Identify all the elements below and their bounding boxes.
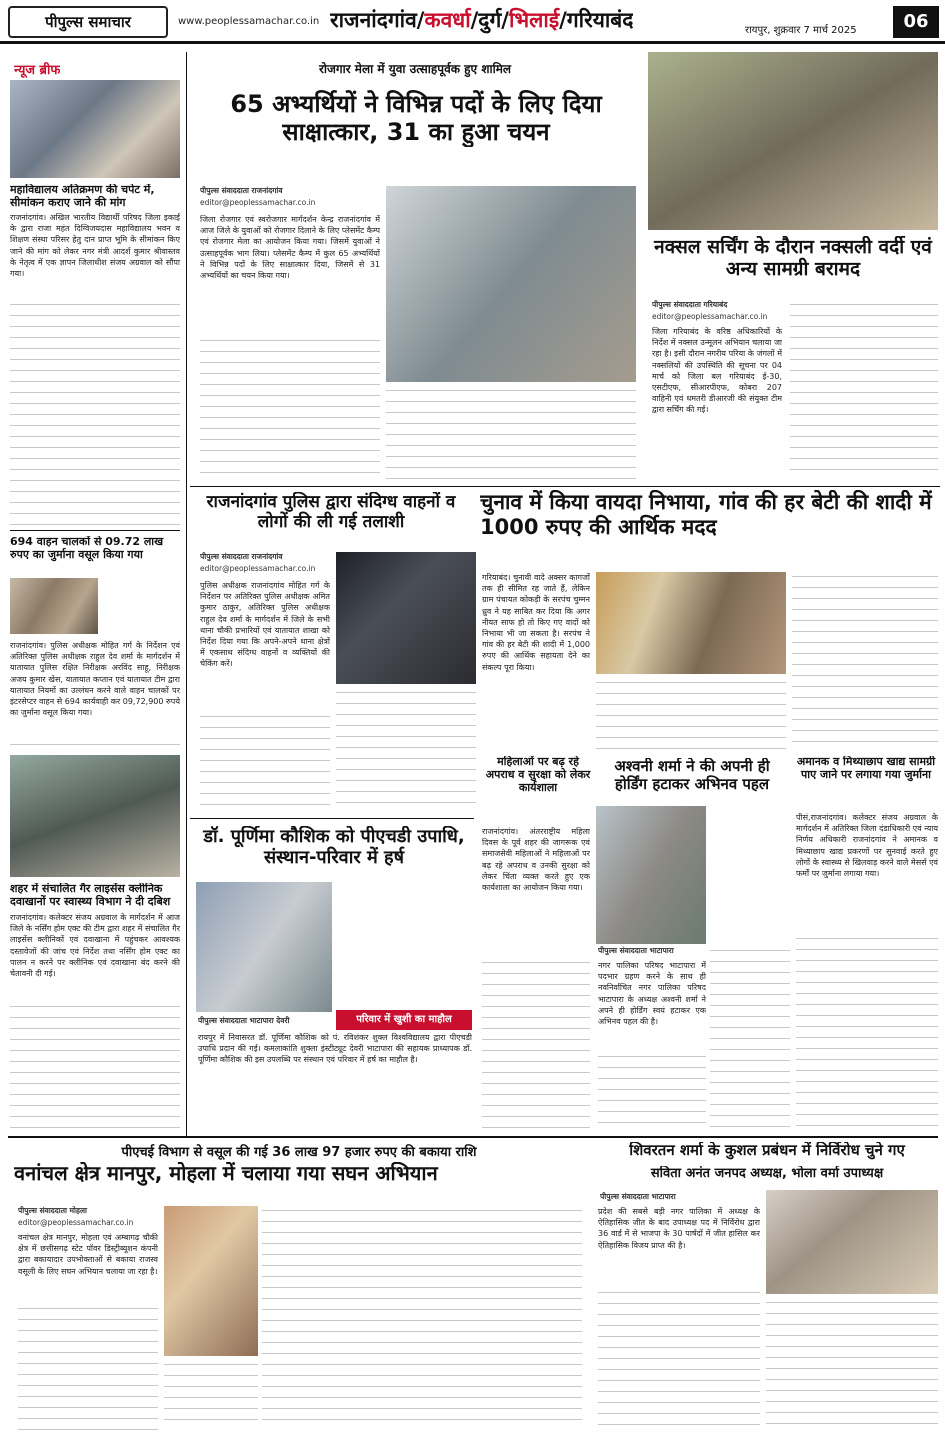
city-5: /गरियाबंद	[559, 8, 634, 32]
left3-body: राजनांदगांव। कलेक्टर संजय अग्रवाल के मार्गदर्शन में आज जिले के नर्सिंग होम एक्ट की टीम द्वारा शहर में संचालित गैर लाइसेंस क्लीनिकों एवं दवाखाना में पहुंचकर आवश्यक दस्तावेजों की जांच एवं निर्देश तथा नर्सिंग होम एक्ट का पालन न करने पर क्लीनिक एवं दवाखाना बंद करने की चेतावनी दी गई।	[10, 913, 180, 979]
power-text-filler-3	[262, 1206, 582, 1430]
promise-body: गरियाबंद। चुनावी वादे अक्सर कागजों तक ही सीमित रह जाते हैं, लेकिन ग्राम पंचायत कोकड़ी के सरपंच चुम्मन ध्रुव ने यह साबित कर दिया कि अगर नीयत साफ हो तो किए गए वादों को निभाया भी जा सकता है। सरपंच ने गांव की हर बेटी की शादी में 1,000 रुपए की आर्थिक सहायता देने का संकल्प पूरा किया।	[482, 573, 590, 672]
divider	[190, 486, 940, 487]
food-body: पीसं,राजनांदगांव। कलेक्टर संजय अग्रवाल के मार्गदर्शन में अतिरिक्त जिला दंडाधिकारी एवं न्याय निर्णय अधिकारी राजनांदगांव ने अमानक व मिथ्याछाप खाद्य प्रकरणों पर सुनवाई करते हुए लोगों के स्वास्थ्य से खिलवाड़ करने वाले मेसर्स एवं फर्मों पर जुर्माना लगाया गया।	[796, 813, 938, 879]
promise-headline: चुनाव में किया वायदा निभाया, गांव की हर बेटी की शादी में 1000 रुपए की आर्थिक मदद	[480, 490, 932, 539]
divider	[8, 1136, 938, 1138]
naxal-body: जिला गरियाबंद के वरिष्ठ अधिकारियों के निर्देश में नक्सल उन्मूलन अभियान चलाया जा रहा है। इसी दौरान नगरीय परिया के जंगलों में नक्सलियों की उपस्थिति की सूचना पर 04 मार्च को जिला बल गरियाबंद ई-30, एसटीएफ, सीआरपीएफ, कोबरा 207 वाहिनी एवं धमतरी डीआरजी की संयुक्त टीम द्वारा सर्चिंग की गई।	[652, 327, 782, 415]
divider	[190, 818, 474, 819]
main-email: editor@peoplessamachar.co.in	[200, 198, 316, 207]
photo-clinic	[10, 755, 180, 877]
main-headline: 65 अभ्यर्थियों ने विभिन्न पदों के लिए दिया साक्षात्कार, 31 का हुआ चयन	[230, 90, 602, 147]
phd-byline: पीपुल्स संवाददाता भाटापारा देवरी	[198, 1016, 290, 1025]
city-strip	[330, 6, 633, 34]
promise-text-filler-2	[792, 572, 938, 748]
power-byline: पीपुल्स संवाददाता मोहला	[18, 1206, 87, 1215]
photo-college	[10, 80, 180, 178]
photo-police-check	[336, 552, 476, 684]
hoarding-byline: पीपुल्स संवाददाता भाटापारा	[598, 946, 674, 955]
left1-text-filler	[10, 300, 180, 526]
naxal-text-filler	[790, 300, 938, 470]
main-kicker: रोजगार मेला में युवा उत्साहपूर्वक हुए शामिल	[318, 62, 512, 76]
masthead	[0, 0, 945, 44]
left1-body: राजनांदगांव। अखिल भारतीय विद्यार्थी परिषद जिला इकाई के द्वारा राजा महंत दिग्विजयदास महाविद्यालय भवन व शिक्षण संस्था परिसर हेतु दान प्राप्त भूमि के सीमांकन किए जाने की मांग को लेकर नगर मंत्री आदर्श कुमार श्रीवास्तव के नेतृत्व में एक ज्ञापन जिलाधीश संजय अग्रवाल को सौंपा गया।	[10, 213, 180, 279]
city-3: /दुर्ग/	[470, 8, 509, 32]
police-byline: पीपुल्स संवाददाता राजनांदगांव	[200, 552, 283, 561]
website: www.peoplessamachar.co.in	[178, 16, 320, 27]
power-kicker: पीएचई विभाग से वसूल की गई 36 लाख 97 हजार रुपए की बकाया राशि	[121, 1145, 477, 1160]
photo-wedding	[596, 572, 786, 674]
city-4: भिलाई	[508, 8, 560, 32]
photo-power	[164, 1206, 258, 1356]
power-text-filler	[18, 1304, 158, 1430]
photo-traffic	[10, 578, 98, 634]
food-text-filler	[796, 934, 938, 1130]
naxal-headline: नक्सल सर्चिंग के दौरान नक्सली वर्दी एवं अन्य सामग्री बरामद	[654, 236, 932, 281]
shivratan-text-filler	[598, 1288, 760, 1430]
police-text-filler	[200, 712, 330, 812]
main-text-filler	[200, 336, 380, 482]
photo-job-fair	[386, 186, 636, 382]
city-1: राजनांदगांव/	[330, 8, 425, 32]
women-headline: महिलाओं पर बढ़ रहे अपराध व सुरक्षा को लेकर कार्यशाला	[485, 756, 591, 794]
left2-headline: 694 वाहन चालकों से 09.72 लाख रुपए का जुर्माना वसूल किया गया	[10, 536, 164, 561]
police-headline: राजनांदगांव पुलिस द्वारा संदिग्ध वाहनों व लोगों की ली गई तलाशी	[206, 492, 456, 533]
shivratan-body: प्रदेश की सबसे बड़ी नगर पालिका में अध्यक्ष के ऐतिहासिक जीत के बाद उपाध्यक्ष पद में निर्विरोध द्वारा 36 वार्ड में से भाजपा के 30 पार्षदों में जीत हासिल कर ऐतिहासिक विजय प्राप्त की है।	[598, 1207, 760, 1250]
paper-name: पीपुल्स समाचार	[8, 6, 168, 38]
women-text-filler	[482, 958, 590, 1130]
hoarding-body: नगर पालिका परिषद भाटापारा में पदभार ग्रहण करने के साथ ही नवनिर्वाचित नगर पालिका परिषद भाटापारा के अध्यक्ष अश्वनी शर्मा ने अपने ही होर्डिंग स्वयं हटाकर एक अभिनव पहल की है।	[598, 961, 706, 1027]
column-divider	[186, 52, 187, 1137]
promise-text-filler	[596, 678, 786, 752]
city-2: कवर्धा	[424, 8, 471, 32]
left3-headline: शहर में संचालित गैर लाइसेंस क्लीनिक दवाखानों पर स्वास्थ्य विभाग ने दी दबिश	[10, 883, 171, 908]
power-body: वनांचल क्षेत्र मानपुर, मोहला एवं अम्बागढ़ चौकी क्षेत्र में छत्तीसगढ़ स्टेट पॉवर डिस्ट्रीब्यूशन कंपनी द्वारा बकायादार उपभोक्ताओं से बकाया राजस्व वसूली के लिए सघन अभियान चलाया जा रहा है।	[18, 1233, 158, 1276]
photo-shivratan	[766, 1190, 938, 1294]
food-headline: अमानक व मिथ्याछाप खाद्य सामग्री पाए जाने पर लगाया गया जुर्माना	[796, 756, 936, 781]
main-body: जिला रोजगार एवं स्वरोजगार मार्गदर्शन केन्द्र राजनांदगांव में आज जिले के युवाओं को रोजगार दिलाने के लिए प्लेसमेंट कैम्प एवं रोजगार मेला का आयोजन किया गया। जिसमें युवाओं ने उत्साहपूर्वक भाग लिया। प्लेसमेंट कैम्प में कुल 65 अभ्यर्थियों ने विभिन्न पदों के लिए साक्षात्कार दिया, जिसमें से 31 अभ्यर्थियों का चयन किया गया।	[200, 215, 380, 281]
police-body: पुलिस अधीक्षक राजनांदगांव मोहित गर्ग के निर्देशन पर अतिरिक्त पुलिस अधीक्षक अमित कुमार ठाकुर, अतिरिक्त पुलिस अधीक्षक राहुल देव शर्मा के मार्गदर्शन में जिले के सभी थाना चौकी प्रभारियों एवं यातायात शाखा को निर्देश दिया गया कि अपने-अपने थाना क्षेत्रों में एकसाथ संदिग्ध वाहनों व व्यक्तियों की चेकिंग करें।	[200, 581, 330, 669]
left1-headline: महाविद्यालय अतिक्रमण की चपेट में, सीमांकन कराए जाने की मांग	[10, 184, 155, 209]
naxal-byline: पीपुल्स संवाददाता गरियाबंद	[652, 300, 728, 309]
left2-body: राजनांदगांव। पुलिस अधीक्षक मोहित गर्ग के निर्देशन एवं अतिरिक्त पुलिस अधीक्षक राहुल देव शर्मा के मार्गदर्शन में यातायात पुलिस रक्षित निरीक्षक अरविंद साहू, निरीक्षक अजय कुमार खेस, यातायात कप्तान एवं यातायात टीम द्वारा यातायात नियमों का उल्लंघन करने वाले वाहन चालकों पर इंटरसेप्टर वाहन से 694 कार्यवाही कर 09,72,900 रुपये का जुर्माना वसूल किया गया।	[10, 641, 180, 718]
shivratan-subhead: सविता अनंत जनपद अध्यक्ष, भोला वर्मा उपाध्यक्ष	[650, 1166, 884, 1181]
shivratan-text-filler-2	[766, 1298, 938, 1430]
page-number: 06	[893, 6, 939, 38]
shivratan-byline: पीपुल्स संवाददाता भाटापारा	[600, 1192, 676, 1201]
phd-body: रायपुर में निवासरत डॉ. पूर्णिमा कौशिक को पं. रविशंकर शुक्ल विश्वविद्यालय द्वारा पीएचडी उपाधि प्रदान की गई। कमलाकांति शुक्ला इंस्टीट्यूट देवरी भाटापारा की सहायक प्राध्यापक डॉ. पूर्णिमा कौशिक की इस उपलब्धि पर संस्थान एवं परिवार में हर्ष का माहौल है।	[198, 1033, 472, 1065]
power-headline: वनांचल क्षेत्र मानपुर, मोहला में चलाया गया सघन अभियान	[14, 1162, 438, 1185]
power-text-filler-2	[164, 1360, 258, 1430]
main-text-filler-2	[386, 386, 636, 482]
photo-phd	[196, 882, 332, 1012]
left3-text-filler	[10, 1002, 180, 1132]
main-byline: पीपुल्स संवाददाता राजनांदगांव	[200, 186, 283, 195]
police-text-filler-2	[336, 688, 476, 812]
photo-hoarding	[596, 806, 706, 944]
left2-text-filler	[10, 740, 180, 750]
date: रायपुर, शुक्रवार 7 मार्च 2025	[745, 25, 857, 36]
news-brief-label: न्यूज ब्रीफ	[14, 63, 61, 78]
hoarding-text-filler	[710, 946, 790, 1130]
naxal-email: editor@peoplessamachar.co.in	[652, 312, 768, 321]
phd-tag: परिवार में खुशी का माहौल	[336, 1010, 472, 1030]
hoarding-text-filler-2	[598, 1052, 706, 1130]
photo-naxal-items	[648, 52, 938, 230]
shivratan-headline: शिवरतन शर्मा के कुशल प्रबंधन में निर्विरोध चुने गए	[629, 1142, 905, 1159]
hoarding-headline: अश्वनी शर्मा ने की अपनी ही होर्डिंग हटाकर अभिनव पहल	[614, 758, 770, 793]
women-body: राजनांदगांव। अंतरराष्ट्रीय महिला दिवस के पूर्व शहर की जागरूक एवं समाजसेवी महिलाओं ने महिलाओं पर बढ़ रहे अपराध व उनकी सुरक्षा को लेकर चिंता व्यक्त करते हुए एक कार्यशाला का आयोजन किया गया।	[482, 827, 590, 893]
phd-headline: डॉ. पूर्णिमा कौशिक को पीएचडी उपाधि, संस्थान-परिवार में हर्ष	[203, 826, 465, 869]
police-email: editor@peoplessamachar.co.in	[200, 564, 316, 573]
divider	[10, 530, 180, 531]
power-email: editor@peoplessamachar.co.in	[18, 1218, 134, 1227]
